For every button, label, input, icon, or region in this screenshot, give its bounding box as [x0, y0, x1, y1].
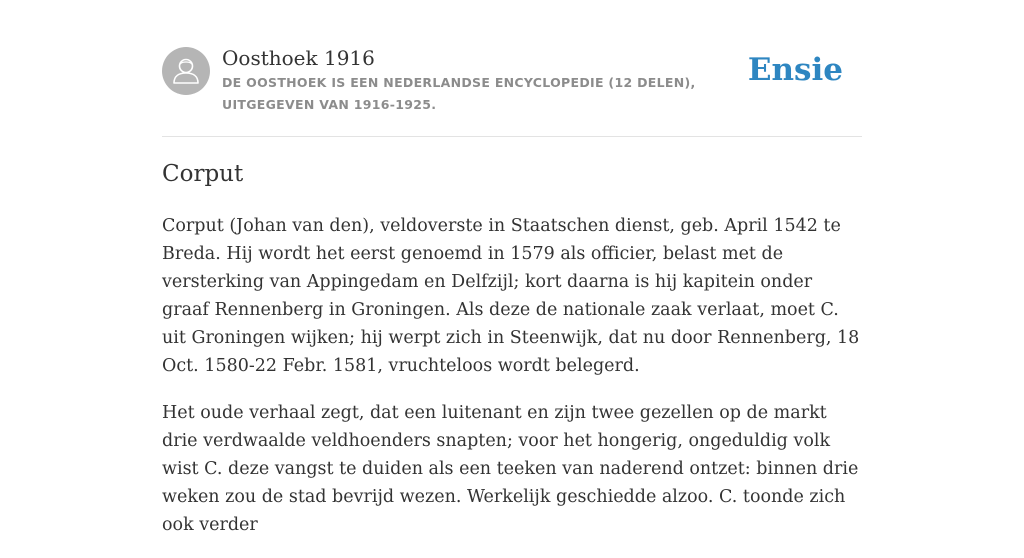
article-title: Corput	[162, 161, 244, 187]
article-paragraph: Corput (Johan van den), veldoverste in Staatschen dienst, geb. April 1542 te Breda. Hij wordt het eerst genoemd in 1579 als officier, belast met de versterking van Appingedam en Delfzijl; kort daarna is hij kapitein onder graaf Rennenberg in Groningen. Als deze de nationale zaak verlaat, moet C. uit Groningen wijken; hij werpt zich in Steenwijk, dat nu door Rennenberg, 18 Oct. 1580-22 Febr. 1581, vruchteloos wordt belegerd.	[162, 216, 860, 376]
ensie-logo-link[interactable]: Ensie	[747, 52, 843, 88]
source-header	[162, 46, 862, 137]
avatar[interactable]	[162, 47, 210, 95]
article-paragraph: Het oude verhaal zegt, dat een luitenant en zijn twee gezellen op de markt drie verdwaalde veldhoenders snapten; voor het hongerig, ongeduldig volk wist C. deze vangst te duiden als een teeken van naderend ontzet: binnen drie weken zou de stad bevrijd wezen. Werkelijk geschiedde alzoo. C. toonde zich ook verder	[162, 403, 859, 535]
source-title[interactable]: Oosthoek 1916	[222, 46, 375, 70]
source-description: DE OOSTHOEK IS EEN NEDERLANDSE ENCYCLOPEDIE (12 DELEN), UITGEGEVEN VAN 1916-1925.	[222, 75, 696, 112]
article-body	[162, 212, 862, 558]
user-silhouette-icon	[162, 47, 210, 95]
